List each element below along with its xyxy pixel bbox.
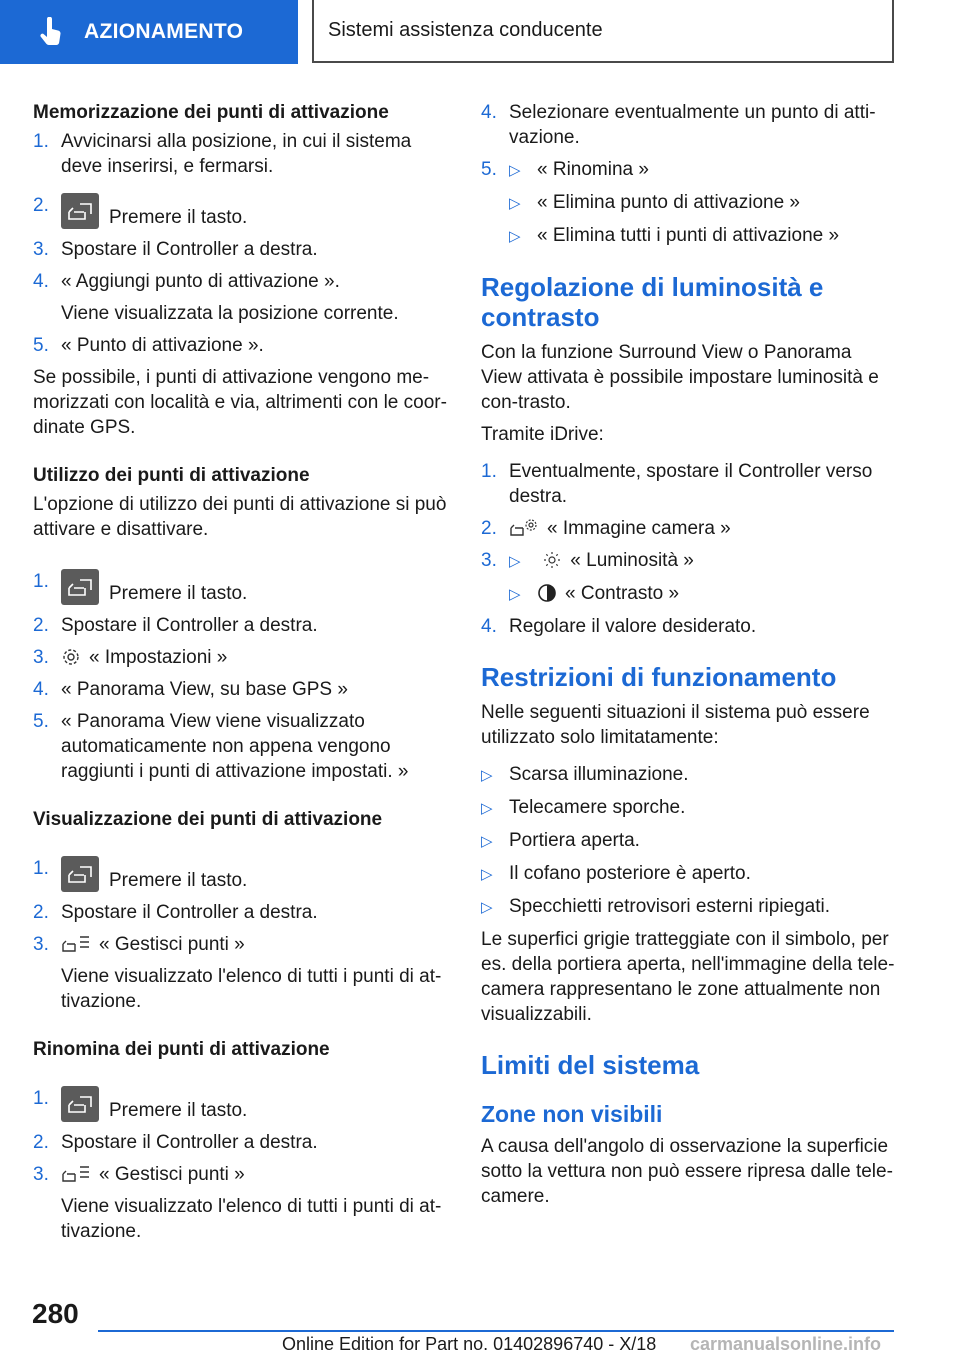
note: Se possibile, i punti di attivazione vengono me-morizzati con località e via, altrimenti con le coor-dinate GPS.	[33, 367, 447, 438]
sub-bullet: ▷ « Elimina punto di attivazione »	[509, 190, 897, 216]
triangle-bullet-icon: ▷	[509, 228, 521, 245]
step: 1. Avvicinarsi alla posizione, in cui il sistema deve inserirsi, e fermarsi.	[33, 131, 412, 177]
camera-button-icon	[61, 193, 99, 229]
chapter-header	[312, 0, 894, 63]
camera-settings-icon	[509, 518, 539, 538]
page-number: 280	[32, 1298, 79, 1329]
step: 2. Spostare il Controller a destra.	[33, 615, 318, 636]
step: 3. Spostare il Controller a destra.	[33, 239, 318, 260]
step: 4. « Panorama View, su base GPS »	[33, 679, 348, 700]
hand-icon	[38, 17, 64, 47]
section-tab	[0, 0, 298, 64]
step: 1. Premere il tasto.	[33, 858, 248, 891]
contrast-icon	[537, 583, 557, 603]
watermark: carmanualsonline.info	[690, 1334, 882, 1354]
heading-use: Utilizzo dei punti di attivazione	[33, 465, 310, 486]
brightness-icon	[542, 550, 562, 570]
triangle-bullet-icon: ▷	[509, 586, 521, 603]
list-item: ▷ Scarsa illuminazione.	[481, 762, 897, 788]
camera-button-icon	[61, 569, 99, 605]
step: 3. « Gestisci punti » Viene visualizzato l'elenco di tutti i punti di at-tivazione.	[33, 934, 442, 1012]
manage-points-icon	[61, 934, 91, 954]
heading-rename: Rinomina dei punti di attivazione	[33, 1039, 330, 1060]
camera-button-icon	[61, 856, 99, 892]
triangle-bullet-icon: ▷	[481, 800, 493, 817]
manage-points-icon	[61, 1164, 91, 1184]
triangle-bullet-icon: ▷	[481, 833, 493, 850]
triangle-bullet-icon: ▷	[481, 767, 493, 784]
right-column: 4. Selezionare eventualmente un punto di atti-vazione. 5. ▷ « Rinomina » ▷ « Elimina punto di attivazione » ▷ « Elimina tutti i punti di attivazione » Regolazione di luminosità e contrasto Con la funzione Surround View o Panorama View attivata è possibile impostare luminosità e con-trasto. Tramite iDrive: 1. Eventualmente, spostare il Controller verso destra. 2. « Immagine camera » 3. ▷ « Luminosità » ▷ « Contrasto » 4. Regolare il valore desiderato. Restrizioni di funzionamento Nelle seguenti situazioni il sistema può essere utilizzato solo limitatamente: ▷ Scarsa illuminazione. ▷ Telecamere sporche. ▷ Portiera aperta. ▷ Il cofano posteriore è aperto. ▷ Specchietti retrovisori esterni ripiegati. Le superfici grigie tratteggiate con il simbolo, per es. della portiera aperta, nell'immagine della tele-camera rappresentano le zone attualmente non visualizzabili. Limiti del sistema Zone non visibili A causa dell'angolo di osservazione la superficie sotto la vettura non può essere ripresa dalle tele-camere.	[481, 100, 897, 1216]
list-item: ▷ Specchietti retrovisori esterni ripiegati.	[481, 894, 897, 920]
heading-brightness: Regolazione di luminosità e contrasto	[481, 272, 824, 332]
step: 5. « Punto di attivazione ».	[33, 335, 264, 356]
step: 2. Spostare il Controller a destra.	[33, 1132, 318, 1153]
step: 4. Regolare il valore desiderato.	[481, 616, 757, 637]
list-item: ▷ Portiera aperta.	[481, 828, 897, 854]
sub-bullet: ▷ « Elimina tutti i punti di attivazione »	[509, 223, 897, 249]
step: 5. ▷ « Rinomina »	[481, 157, 897, 183]
step: 2. Spostare il Controller a destra.	[33, 902, 318, 923]
step: 3. « Impostazioni »	[33, 647, 228, 668]
heading-restrictions: Restrizioni di funzionamento	[481, 662, 837, 692]
heading-memorize: Memorizzazione dei punti di attivazione	[33, 102, 389, 123]
triangle-bullet-icon: ▷	[509, 162, 521, 179]
step: 2. « Immagine camera »	[481, 518, 731, 539]
camera-button-icon	[61, 1086, 99, 1122]
heading-display: Visualizzazione dei punti di attivazione	[33, 809, 383, 830]
sub-bullet: ▷ « Contrasto »	[509, 581, 897, 607]
triangle-bullet-icon: ▷	[481, 866, 493, 883]
step: 4. Selezionare eventualmente un punto di atti-vazione.	[481, 102, 876, 148]
section-title: AZIONAMENTO	[84, 20, 244, 43]
step: 1. Eventualmente, spostare il Controller verso destra.	[481, 461, 873, 507]
left-column: Memorizzazione dei punti di attivazione 1. Avvicinarsi alla posizione, in cui il sistema deve inserirsi, e fermarsi. 2. Premere il tasto. 3. Spostare il Controller a destra. 4. « Aggiungi punto di attivazione ». Viene visualizzata la posizione corrente. 5. « Punto di attivazione ». Se possibile, i punti di attivazione vengono me-morizzati con località e via, altrimenti con le coor-dinate GPS. Utilizzo dei punti di attivazione L'opzione di utilizzo dei punti di attivazione si può attivare e disattivare. 1. Premere il tasto. 2. Spostare il Controller a destra. 3. « Impostazioni » 4. « Panorama View, su base GPS » 5. « Panorama View viene visualizzato automaticamente non appena vengono raggiunti i punti di attivazione impostati. » Visualizzazione dei punti di attivazione 1. Premere il tasto. 2. Spostare il Controller a destra. 3. « Gestisci punti » Viene visualizzato l'elenco di tutti i punti di at-tivazione. Rinomina dei punti di attivazione 1. Premere il tasto. 2. Spostare il Controller a destra. 3. « Gestisci punti » Viene visualizzato l'elenco di tutti i punti di at-tivazione.	[33, 102, 447, 1242]
footer-divider	[98, 1330, 894, 1332]
step: 2. Premere il tasto.	[33, 195, 248, 228]
step: 3. ▷ « Luminosità »	[481, 548, 897, 574]
step: 5. « Panorama View viene visualizzato automaticamente non appena vengono raggiunti i punti di attivazione impostati. »	[33, 711, 409, 782]
step: 1. Premere il tasto.	[33, 1088, 248, 1121]
step: 3. « Gestisci punti » Viene visualizzato l'elenco di tutti i punti di at-tivazione.	[33, 1164, 442, 1242]
triangle-bullet-icon: ▷	[509, 195, 521, 212]
heading-limits: Limiti del sistema	[481, 1050, 700, 1080]
list-item: ▷ Telecamere sporche.	[481, 795, 897, 821]
gear-icon	[61, 647, 81, 667]
chapter-title: Sistemi assistenza conducente	[328, 19, 603, 41]
triangle-bullet-icon: ▷	[481, 899, 493, 916]
subheading-blind-zones: Zone non visibili	[481, 1101, 663, 1127]
step: 1. Premere il tasto.	[33, 571, 248, 604]
edition-text: Online Edition for Part no. 01402896740 - X/18	[282, 1334, 657, 1354]
list-item: ▷ Il cofano posteriore è aperto.	[481, 861, 897, 887]
step: 4. « Aggiungi punto di attivazione ». Viene visualizzata la posizione corrente.	[33, 271, 399, 324]
triangle-bullet-icon: ▷	[509, 553, 521, 570]
